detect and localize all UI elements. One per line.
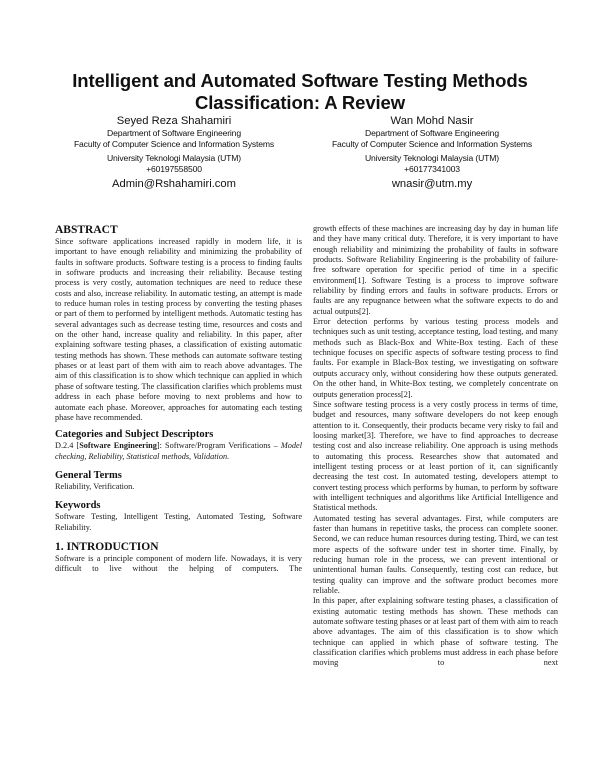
intro-paragraph-5: In this paper, after explaining software testing phases, a classification of existing automatic testing methods has shown. These methods can automate software testing phases or at least part of them with aim to reach above advantages. The aim of this classification is to show which technique can applied in which phase of software testing. The classification clarifies which problems must address in each phase before moving to next <box>313 596 558 668</box>
categories-heading: Categories and Subject Descriptors <box>55 429 214 441</box>
left-column <box>55 224 302 575</box>
author-faculty: Faculty of Computer Science and Information Systems <box>73 138 275 149</box>
introduction-heading: 1. INTRODUCTION <box>55 540 159 553</box>
author-department: Department of Software Engineering <box>365 128 499 138</box>
categories-text <box>55 441 302 462</box>
intro-paragraph-1: growth effects of these machines are increasing day by day in human life and they have many critical duty. Therefore, it is very important to have enough reliability and minimizing the probability of faults in software products. Software Reliability Engineering is the probability of failure-free software operation for specific period of time in a specific environment[1]. Software Testing is a process to improve software reliability by finding errors and faults in software products. Errors or faults are any repugnance between what the software expects to do and actual outputs[2]. <box>313 224 558 316</box>
author-faculty: Faculty of Computer Science and Information Systems <box>331 138 533 149</box>
author-university: University Teknologi Malaysia (UTM) <box>364 153 500 163</box>
intro-paragraph-2: Error detection performs by various testing process models and techniques such as unit testing, acceptance testing, load testing, and many methods such as Black-Box and White-Box testing. Each of these technique focuses on specific aspects of software testing process to find faults. For example in Black-Box testing, we investigating on software outputs accuracy only, without considering how these outputs generated. On the other hand, in White-Box testing, we completely concentrate on outputs generation process[2]. <box>313 317 558 399</box>
author-department: Department of Software Engineering <box>107 128 241 138</box>
paper-title <box>0 70 600 114</box>
author-2 <box>302 115 562 191</box>
introduction-text: Software is a principle component of modern life. Nowadays, it is very difficult to live without the helping of computers. The <box>55 553 302 574</box>
author-name: Seyed Reza Shahamiri <box>116 115 232 127</box>
intro-paragraph-3: Since software testing process is a very costly process in terms of time, budget and resources, many software developers do not keep enough attention to it. Consequently, their products became very risky to fail and loosing market[3]. Therefore, we have to find approaches to decrease testing cost and also increase reliability. One approach is using methods to automating this process. Researches show that automated and intelligent testing process or at least portion of it, can significantly decreasing the test cost. In automated testing, developers attempt to convert testing process which performs by human, to perform by software with intelligent techniques and algorithms like Artificial Intelligence and Statistical methods. <box>313 399 558 513</box>
general-terms-text: Reliability, Verification. <box>55 481 135 491</box>
author-name: Wan Mohd Nasir <box>390 115 474 127</box>
paper-title-line-2: Classification: A Review <box>194 92 406 113</box>
categories-code: D.2.4 [ <box>55 441 80 451</box>
intro-paragraph-4: Automated testing has several advantages. First, while computers are faster than humans in repetitive tasks, the process can complete sooner. Second, we can reduce human resources during testing. Third, we can test more aspects of the software under test in shorter time. Finally, by reducing human role in the process, we can prevent intentional or unintentional human faults. Consequently, testing cost can reduce, but testing quality can improve and the software product becomes more reliable. <box>313 513 558 596</box>
abstract-heading: ABSTRACT <box>55 224 118 236</box>
general-terms-heading: General Terms <box>55 469 122 481</box>
categories-rest: ]: Software/Program Verifications – <box>156 441 278 451</box>
author-1 <box>44 115 304 191</box>
right-column <box>313 224 558 669</box>
author-phone: +60197558500 <box>146 163 202 174</box>
categories-italic-terms: Model checking, Reliability, Statistical methods, Validation. <box>55 441 302 461</box>
author-email: wnasir@utm.my <box>391 178 473 190</box>
paper-title-line-1: Intelligent and Automated Software Testing Methods <box>72 70 528 91</box>
abstract-text: Since software applications increased rapidly in modern life, it is important to have enough reliability and minimizing the probability of faults in software products. Software testing is a process to finding faults in software products and increasing their reliability. Because testing process is very costly, automation techniques are need to reduce these costs and also, increase reliability. In automatic testing, an attempt is made to reduce human roles in testing process by converting the testing phases or part of them to performed by intelligent methods. Automatic testing has several advantages such as decrease testing time, resources and costs and on the other hand, increase quality and reliability. In this paper, after explaining software testing phases, a classification of existing automatic testing methods has shown. These methods can automate software testing phases or at least part of them with aim to reach above advantages. The aim of this classification is to show which technique can applied in which phase of software testing. The classification clarifies which problems must address in each phase before moving to next problems and how to automate each phase. Moreover, approaches for automating each testing phase have recommended. <box>55 237 302 422</box>
keywords-text: Software Testing, Intelligent Testing, Automated Testing, Software Reliability. <box>55 512 302 532</box>
author-email: Admin@Rshahamiri.com <box>112 178 236 190</box>
author-phone: +60177341003 <box>404 163 460 174</box>
keywords-heading: Keywords <box>55 500 101 512</box>
author-university: University Teknologi Malaysia (UTM) <box>106 153 242 163</box>
categories-bold-term: Software Engineering <box>79 441 157 451</box>
